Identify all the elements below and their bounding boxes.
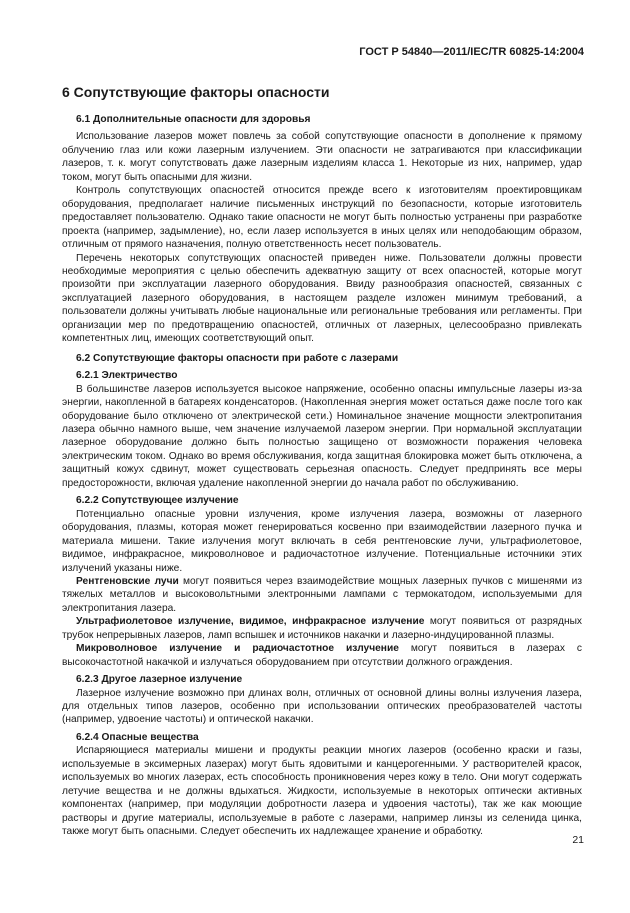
- subsection-title-6-2-2: 6.2.2 Сопутствующее излучение: [76, 495, 239, 507]
- paragraph-text: могут появиться в лазерах с высокочастотной накачкой и излучаться оборудованием при отсутствии должного ограждения.: [62, 643, 582, 668]
- subsection-title-6-2-1: 6.2.1 Электричество: [76, 370, 178, 382]
- section-title: 6 Сопутствующие факторы опасности: [62, 84, 330, 100]
- paragraph: [62, 575, 582, 615]
- page-number: 21: [572, 834, 584, 846]
- term-microwave-rf: Микроволновое излучение и радиочастотное излучение: [76, 643, 399, 655]
- term-uv-vis-ir: Ультрафиолетовое излучение, видимое, инфракрасное излучение: [76, 616, 425, 628]
- subsection-title-6-2-3: 6.2.3 Другое лазерное излучение: [76, 674, 243, 686]
- term-xray: Рентгеновские лучи: [76, 575, 179, 587]
- paragraph: Контроль сопутствующих опасностей относится прежде всего к изготовителям проектировщикам оборудования, предполагает наличие письменных инструкций по безопасности, которые изготовитель предоставляет пользователю. Однако такие опасности не могут быть полностью устранены при разработке проекта (например, задымление), но, если лазер используется в иных целях или неподобающим образом, отличным от прямого назначения, полную ответственность несет пользователь.: [62, 185, 582, 251]
- paragraph-text: могут появиться от разрядных трубок непрерывных лазеров, ламп вспышек и источников накачки и лазерно-индуцированной плазмы.: [62, 616, 582, 641]
- paragraph: [62, 615, 582, 642]
- paragraph: Испаряющиеся материалы мишени и продукты реакции многих лазеров (особенно краски и газы, используемые в эксимерных лазерах) могут быть ядовитыми и канцерогенными. У растворителей красок, используемых во многих лазерах, есть способность проникновения через кожу в тело. Они могут содержать летучие вещества и не должны вдыхаться. Жидкости, используемые в некоторых оптически активных компонентах (например, при модуляции добротности лазера и удвоения частоты), так же как моющие растворы и другие материалы, используемые в работе с лазерами, например линзы из селенида цинка, также могут быть опасными. Следует обеспечить их надлежащее хранение и обработку.: [62, 745, 582, 838]
- paragraph-text: могут появиться через взаимодействие мощных лазерных пучков с мишенями из тяжелых металлов и высоковольтными электронными лампами с термокатодом, используемыми для электропитания лазера.: [62, 575, 582, 614]
- page-content: [62, 83, 582, 839]
- paragraph: [62, 642, 582, 669]
- paragraph: В большинстве лазеров используется высокое напряжение, особенно опасны импульсные лазеры из-за энергии, накопленной в батареях конденсаторов. (Накопленная энергия может остаться даже после того как оборудование было отключено от электрической сети.) Номинальное значение мощности электропитания лазера обычно намного выше, чем значение излучаемой лазером энергии. При нормальной эксплуатации лазерное оборудование должно быть полностью защищено от возможности поражения человека электрическим током. Однако во время обслуживания, когда защитная блокировка может быть отключена, а защитный кожух сдвинут, может существовать серьезная опасность. Следует предпринять все меры предосторожности, включая удаление накопленной энергии до начала работ по обслуживанию.: [62, 383, 582, 489]
- paragraph: Потенциально опасные уровни излучения, кроме излучения лазера, возможны от лазерного оборудования, плазмы, которая может генерироваться косвенно при взаимодействии лазерного пучка и материала мишени. Такие излучения могут включать в себя рентгеновские лучи, ультрафиолетовое, видимое, инфракрасное, микроволновое и радиочастотное излучение. Потенциальные источники этих излучений указаны ниже.: [62, 508, 582, 574]
- subsection-title-6-1: 6.1 Дополнительные опасности для здоровья: [76, 114, 311, 125]
- subsection-title-6-2-4: 6.2.4 Опасные вещества: [76, 731, 199, 743]
- paragraph: Перечень некоторых сопутствующих опасностей приведен ниже. Пользователи должны провести необходимые мероприятия с целью обеспечить адекватную защиту от всех опасностей, которые могут произойти при эксплуатации лазерного оборудования. Ввиду разнообразия опасностей, связанных с эксплуатацией лазерного оборудования, в настоящем разделе изложен минимум требований, а пользователи должны учитывать любые национальные или региональные требования или регламенты. При организации мер по предотвращению опасностей, отличных от лазерных, целесообразно привлекать компетентных лиц, имеющих соответствующий опыт.: [62, 252, 582, 345]
- paragraph: Использование лазеров может повлечь за собой сопутствующие опасности в дополнение к прямому облучению глаз или кожи лазерным излучением. Эти опасности не затрагиваются при классификации лазеров, т. к. могут сопутствовать даже лазерным изделиям класса 1. Некоторые из них, например, удар током, могут быть опасными для жизни.: [62, 131, 582, 183]
- document-header: ГОСТ Р 54840—2011/IEC/TR 60825-14:2004: [359, 46, 584, 58]
- paragraph: Лазерное излучение возможно при длинах волн, отличных от основной длины волны излучения лазера, для отдельных типов лазеров, особенно при использовании оптических преобразователей частоты (например, удвоение частоты) и оптической накачки.: [62, 687, 582, 726]
- subsection-title-6-2: 6.2 Сопутствующие факторы опасности при работе с лазерами: [76, 352, 399, 364]
